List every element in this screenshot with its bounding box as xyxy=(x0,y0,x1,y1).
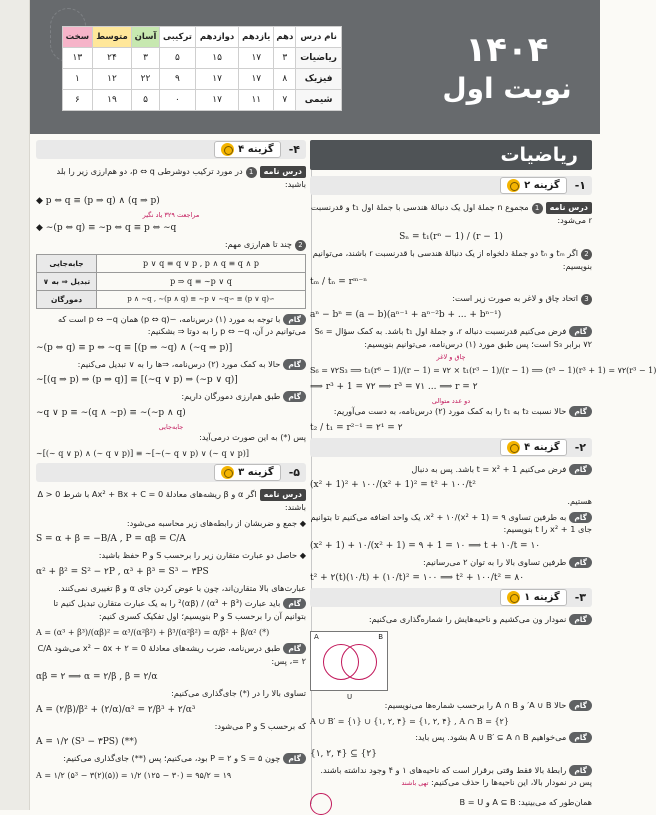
step-text: حالا نسبت t₂ به t₁ را به کمک مورد (۲) درس‌نامه، به دست می‌آوریم: xyxy=(333,406,567,416)
step-badge: گام xyxy=(283,314,306,325)
step-2-marker: 2 xyxy=(295,240,306,251)
brain-icon xyxy=(221,466,234,479)
formula: tₘ / tₙ = rᵐ⁻ⁿ xyxy=(310,277,368,287)
question-number: ۳- xyxy=(574,591,586,604)
step-text: فرض می‌کنیم t = x² + 1 باشد. پس به دنبال xyxy=(411,463,567,474)
cell: ۱۹ xyxy=(92,90,131,111)
col-header-hard: سخت xyxy=(63,27,93,48)
formula: α² + β² = S² − ۲P , α³ + β³ = S³ − ۳PS xyxy=(36,566,209,577)
step-2-marker: 2 xyxy=(581,249,592,260)
question-4-header xyxy=(36,140,306,159)
cell: ۱۷ xyxy=(239,48,274,69)
formula: ∼(p ⇔ q) ≡ p ⇔ ∼q ≡ [(p ⇒ ∼q) ∧ (∼q ⇒ p)] xyxy=(36,342,233,353)
cell: ۶ xyxy=(63,90,93,111)
formula: ∼q ∨ p ≡ ∼(q ∧ ∼p) ≡ ∼(∼p ∧ q) xyxy=(36,407,186,418)
venn-label-b: B xyxy=(378,632,383,641)
formula: A = ۱/۲ (S³ − ۳PS) (**) xyxy=(36,737,138,747)
formula: αβ = ۲ ⟹ α = ۲/β , β = ۲/α xyxy=(36,672,158,682)
right-column xyxy=(310,140,656,810)
col-header-easy: آسان xyxy=(132,27,160,48)
lesson-line xyxy=(36,488,306,514)
step-line xyxy=(310,405,592,418)
step-badge: گام xyxy=(569,700,592,711)
lesson-text: چند تا هم‌ارزی مهم: xyxy=(224,238,292,249)
answer-label: گزینه ۳ xyxy=(238,467,274,478)
venn-row xyxy=(310,629,592,701)
small-circle-icon xyxy=(310,793,332,815)
formula: Sₙ = t₁(rⁿ − 1) / (r − 1) xyxy=(399,231,503,242)
row-subject: شیمی xyxy=(296,90,342,111)
answer-badge xyxy=(214,141,281,158)
identities-table xyxy=(36,254,306,309)
step-line xyxy=(36,358,306,371)
cell: ۳ xyxy=(274,48,296,69)
venn-result-row xyxy=(310,793,592,815)
table-row xyxy=(37,290,306,308)
cell: p ∨ q ≡ q ∨ p , p ∧ q ≡ q ∧ p xyxy=(97,254,306,272)
answer-badge xyxy=(500,177,567,194)
cell: ۳ xyxy=(132,48,160,69)
annotation: دو عدد متوالی xyxy=(431,397,471,405)
step-line xyxy=(36,752,306,765)
question-number: ۵- xyxy=(288,466,300,479)
step-text: هستیم. xyxy=(567,496,592,506)
step-text: چون S = ۵ و P = ۲ بود، می‌کنیم؛ پس (**) جای‌گذاری می‌کنیم: xyxy=(63,753,281,763)
lesson-label: درس نامه xyxy=(260,166,306,178)
left-column xyxy=(36,140,306,810)
annotation: مراجعت ۳۲۹ یاد نگیر xyxy=(142,210,200,219)
question-2-header xyxy=(310,438,592,457)
col-header: دوازدهم xyxy=(196,27,239,48)
step-line xyxy=(310,699,592,712)
answer-label: گزینه ۴ xyxy=(524,441,560,453)
cell: ۱۲ xyxy=(92,69,131,90)
step-line xyxy=(310,325,592,350)
formula: ◆ ∼(p ⇔ q) ≡ ∼p ⇔ q ≡ p ⇔ ∼q xyxy=(36,222,177,233)
formula: A = ۱/۲ (۵³ − ۳(۲)(۵)) = ۱/۲ (۱۲۵ − ۳۰) = ۹۵/۲ = ۱۹ xyxy=(36,770,232,780)
answer-badge xyxy=(500,439,567,456)
lesson-label: درس نامه xyxy=(546,202,592,214)
lesson-line xyxy=(310,292,592,305)
exam-turn: نوبت اول xyxy=(442,72,572,105)
answer-label: گزینه ۱ xyxy=(524,592,560,603)
formula: aⁿ − bⁿ = (a − b)(aⁿ⁻¹ + aⁿ⁻²b + ... + bⁿ⁻¹) xyxy=(310,310,502,320)
lesson-bullet: ◆ حاصل دو عبارت متقارن زیر را برحسب S و P حفظ باشید: xyxy=(98,550,306,560)
formula: A = (α³ + β³)/(αβ)² = α³/(α²β²) + β³/(α²β²) = α/β² + β/α² (*) xyxy=(36,628,270,637)
col-header: نام درس xyxy=(296,27,342,48)
step-badge: گام xyxy=(569,464,592,475)
step-line xyxy=(310,463,592,476)
step-badge: گام xyxy=(569,614,592,625)
question-number: ۱- xyxy=(574,179,586,192)
row-subject: فیزیک xyxy=(296,69,342,90)
lesson-text: اگر tₘ و tₙ دو جملهٔ دلخواه از یک دنبالهٔ هندسی با قدرنسبت r باشند، می‌توانیم بنویسیم: xyxy=(312,247,592,271)
difficulty-table xyxy=(62,26,342,111)
row-head: تبدیل ⇒ به ∨ xyxy=(37,272,97,290)
lesson-text: اتحاد چاق و لاغر به صورت زیر است: xyxy=(452,293,578,303)
cell: ۱۷ xyxy=(196,69,239,90)
step-text: حالا A ∪ B′ و A ∩ B را برحسب شماره‌ها می‌نویسیم: xyxy=(384,699,567,710)
lesson-text: عبارت‌های بالا متقارن‌اند، چون با عوض کردن جای α و β تغییری نمی‌کنند. xyxy=(58,582,306,593)
question-5-header xyxy=(36,463,306,482)
answer-badge xyxy=(214,464,281,481)
venn-label-a: A xyxy=(314,632,319,641)
formula: (x² + 1)² + ۱۰۰/(x² + 1)² = t² + ۱۰۰/t² xyxy=(310,480,476,490)
question-3-header xyxy=(310,588,592,607)
cell: ۱۳ xyxy=(63,48,93,69)
step-text: فرض می‌کنیم قدرنسبت دنباله r، و جملهٔ اول t₁ باشد. به کمک سؤال S₆ = ۷۲ برابر S₃ است؛ پس طبق مورد (۱) درس‌نامه، می‌توانیم بنویسیم: xyxy=(314,326,592,349)
table-row xyxy=(63,48,342,69)
step-line xyxy=(310,511,592,536)
annotation: چاق و لاغر xyxy=(436,353,466,361)
cell: p ⇒ q ≡ ∼p ∨ q xyxy=(97,272,306,290)
cell: ۵ xyxy=(132,90,160,111)
step-badge: گام xyxy=(283,753,306,764)
step-text: رابطهٔ بالا فقط وقتی برقرار است که ناحیه‌های ۱ و ۴ وجود نداشته باشند. پس در نمودار بالا، این ناحیه‌ها را حذف می‌کنیم: xyxy=(320,764,592,787)
row-head: دمورگان xyxy=(37,290,97,308)
brain-icon xyxy=(221,143,234,156)
step-text: باید عبارت (α³ + β³) / (αβ)² را به یک عبارت متقارن تبدیل کنیم تا بتوانیم آن را برحسب S و P بنویسیم؛ اول تفکیک کسری کنیم: xyxy=(53,598,306,621)
brain-icon xyxy=(507,591,520,604)
col-header-medium: متوسط xyxy=(92,27,131,48)
page-edge-strip xyxy=(0,0,30,810)
answer-label: گزینه ۴ xyxy=(238,144,274,155)
lesson-line xyxy=(36,165,306,191)
col-header: ترکیبی xyxy=(159,27,195,48)
formula: (x² + 1) + ۱۰/(x² + 1) = ۹ + 1 = ۱۰ ⟹ t + ۱۰/t = ۱۰ xyxy=(310,540,541,551)
cell: ۲۴ xyxy=(92,48,131,69)
venn-diagram xyxy=(310,631,388,701)
step-text: حالا به کمک مورد (۲) درس‌نامه، ⇒ها را به ∨ تبدیل می‌کنیم: xyxy=(77,358,281,369)
step-text: پس (*) به این صورت درمی‌آید: xyxy=(199,431,306,442)
formula: S₆ = ۷۲S₃ ⟹ t₁(r⁶ − 1)/(r − 1) = ۷۲ × t₁(r³ − 1)/(r − 1) ⟹ (r³ − 1)(r³ + 1) = ۷۲(r³ − 1) xyxy=(310,366,656,375)
question-1-header xyxy=(310,176,592,195)
step-badge: گام xyxy=(283,598,306,609)
formula: S = α + β = −B/A , P = αβ = C/A xyxy=(36,534,186,544)
cell: ۱۱ xyxy=(239,90,274,111)
formula: ∼[(∼ q ∨ p) ∧ (∼ q ∨ p)] ≡ ∼[∼(∼ q ∨ p) ∨ (∼ q ∨ p)] xyxy=(36,449,249,458)
answer-label: گزینه ۲ xyxy=(524,180,560,191)
step-line xyxy=(36,390,306,403)
step-text: نمودار ون می‌کشیم و ناحیه‌هایش را شماره‌گذاری می‌کنیم: xyxy=(368,614,567,624)
cell: ۵ xyxy=(159,48,195,69)
lesson-bullet: ◆ جمع و ضربشان از رابطه‌های زیر محاسبه می‌شود: xyxy=(126,517,306,528)
step-badge: گام xyxy=(569,326,592,337)
exam-title xyxy=(432,30,582,108)
step-1-marker: 1 xyxy=(246,167,257,178)
step-text: طبق درس‌نامه، ضرب ریشه‌های معادلهٔ x² − ۵x + ۲ = 0 می‌شود C/A = ۲، پس: xyxy=(37,643,306,666)
lesson-label: درس نامه xyxy=(260,489,306,501)
venn-circle-b xyxy=(341,644,377,680)
row-head: جابه‌جایی xyxy=(37,254,97,272)
annotation: تهی باشند xyxy=(401,779,429,787)
step-text: همان‌طور که می‌بینید: A ⊆ B و B = U xyxy=(459,796,592,807)
lesson-text: مجموع n جملهٔ اول یک دنبالهٔ هندسی با جملهٔ اول t₁ و قدرنسبت r می‌شود: xyxy=(310,202,592,225)
step-text: تساوی بالا را در (*) جای‌گذاری می‌کنیم: xyxy=(171,688,306,698)
formula: t² + ۲(t)(۱۰/t) + (۱۰/t)² = ۱۰۰ ⟹ t² + ۱۰۰/t² = ۸۰ xyxy=(310,573,525,583)
step-badge: گام xyxy=(569,512,592,523)
annotation: جابه‌جایی xyxy=(158,422,184,431)
subject-title: ریاضیات xyxy=(310,140,592,170)
step-text: که برحسب S و P می‌شود: xyxy=(214,720,306,731)
cell: ۹ xyxy=(159,69,195,90)
formula: ∼[(q ⇒ p) ⇒ (p ⇒ q)] ≡ [(∼q ∨ p) ⇒ (∼p ∨ q)] xyxy=(36,375,238,385)
formula: A = (۲/β)/β² + (۲/α)/α² = ۲/β³ + ۲/α³ xyxy=(36,704,196,715)
lesson-text: اگر α و β ریشه‌های معادلهٔ Ax² + Bx + C = 0 با شرط Δ > 0 باشند: xyxy=(37,489,306,512)
question-number: ۲- xyxy=(574,440,586,454)
cell: ۸ xyxy=(274,69,296,90)
lesson-line xyxy=(310,201,592,227)
formula: {۱, ۲, ۴} ⊆ {۲} xyxy=(310,748,377,759)
formula: ⟹ r³ + 1 = ۷۲ ⟹ r³ = ۷۱ ... ⟹ r = ۲ xyxy=(310,382,478,392)
cell: ۱۵ xyxy=(196,48,239,69)
step-3-marker: 3 xyxy=(581,294,592,305)
row-subject: ریاضیات xyxy=(296,48,342,69)
step-badge: گام xyxy=(283,391,306,402)
step-badge: گام xyxy=(569,406,592,417)
step-line xyxy=(310,764,592,790)
step-line xyxy=(310,556,592,569)
step-badge: گام xyxy=(283,359,306,370)
brain-icon xyxy=(507,441,520,454)
table-row xyxy=(37,254,306,272)
cell: ۰ xyxy=(159,90,195,111)
brain-icon xyxy=(507,179,520,192)
lesson-text: در مورد ترکیب دوشرطی p ⇔ q، دو هم‌ارزی زیر را بلد باشید: xyxy=(56,166,306,189)
difficulty-table-header xyxy=(63,27,342,48)
step-badge: گام xyxy=(569,557,592,568)
step-text: می‌خواهیم A ∪ B′ ⊆ A ∩ B بشود. پس باید: xyxy=(415,732,567,742)
step-badge: گام xyxy=(283,643,306,654)
step-line xyxy=(36,313,306,338)
step-text: با توجه به مورد (۱) درس‌نامه، ∼(p ⇔ q) همان p ⇔ ∼q است که می‌توانیم در آن، p ⇔ ∼q را به دوتا ⇒ بشکنیم: xyxy=(57,313,306,336)
formula: A ∪ B′ = {۱} ∪ {۱, ۲, ۴} = {۱, ۲, ۴} , A ∩ B = {۲} xyxy=(310,717,509,726)
table-row xyxy=(63,90,342,111)
lesson-line xyxy=(310,247,592,273)
step-text: طرفین تساوی بالا را به توان ۲ می‌رسانیم: xyxy=(422,556,567,567)
step-badge: گام xyxy=(569,765,592,776)
col-header: یازدهم xyxy=(239,27,274,48)
cell: ۲۲ xyxy=(132,69,160,90)
step-1-marker: 1 xyxy=(532,203,543,214)
table-row xyxy=(37,272,306,290)
step-line xyxy=(36,597,306,622)
answer-badge xyxy=(500,589,567,606)
step-line xyxy=(310,731,592,744)
table-row xyxy=(63,69,342,90)
step-badge: گام xyxy=(569,732,592,743)
step-text: به طرفین تساوی x² + ۱۰/(x² + 1) = ۹، یک واحد اضافه می‌کنیم تا بتوانیم جای x² + 1 را t بنویسیم: xyxy=(310,511,592,534)
question-number: ۴- xyxy=(288,143,300,156)
cell: ∼(p ∨ q) ≡ ∼p ∧ ∼q , ∼(p ∧ q) ≡ ∼p ∨ ∼q xyxy=(97,290,306,308)
col-header: دهم xyxy=(274,27,296,48)
cell: ۱ xyxy=(63,69,93,90)
lesson-line xyxy=(36,238,306,251)
formula: t₂ / t₁ = r²⁻¹ = ۲¹ = ۲ xyxy=(310,422,403,433)
venn-label-u: U xyxy=(347,692,353,701)
step-line xyxy=(36,642,306,667)
formula: ◆ p ⇔ q ≡ (p ⇒ q) ∧ (q ⇒ p) xyxy=(36,195,160,206)
cell: ۱۷ xyxy=(239,69,274,90)
cell: ۷ xyxy=(274,90,296,111)
exam-year: ۱۴۰۴ xyxy=(465,30,549,70)
step-text: طبق هم‌ارزی دمورگان داریم: xyxy=(181,391,281,401)
step-line xyxy=(310,613,592,626)
cell: ۱۷ xyxy=(196,90,239,111)
